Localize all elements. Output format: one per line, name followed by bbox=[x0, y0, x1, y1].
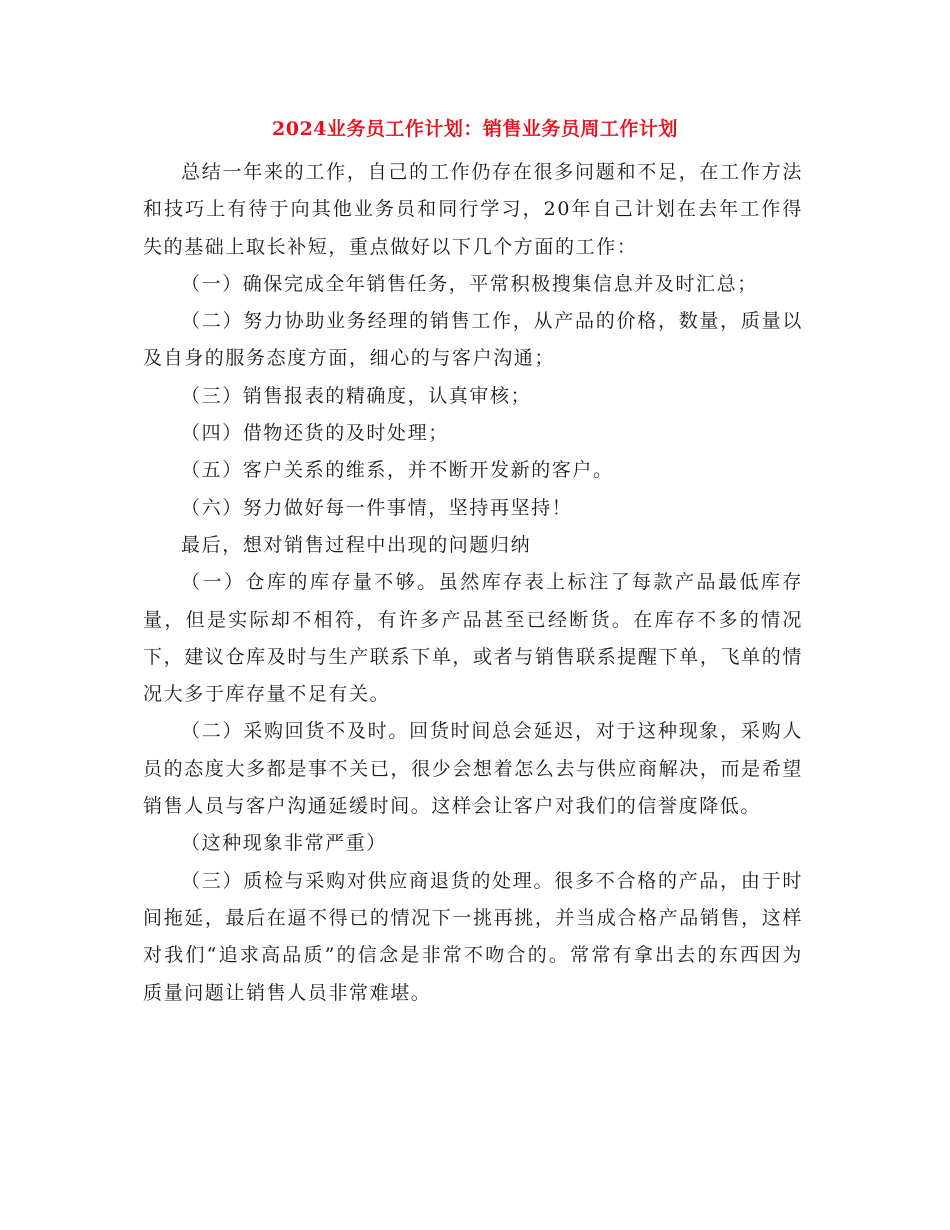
paragraph-problem-3: （三）质检与采购对供应商退货的处理。很多不合格的产品，由于时间拖延，最后在逼不得已的情况下一挑再挑，并当成合格产品销售，这样对我们“追求高品质”的信念是非常不吻合的。常常有拿出去的东西因为质量问题让销售人员非常难堪。 bbox=[143, 869, 803, 1004]
paragraph-item-6: （六）努力做好每一件事情，坚持再坚持！ bbox=[181, 496, 573, 519]
paragraph-summary: 总结一年来的工作，自己的工作仍存在很多问题和不足，在工作方法和技巧上有待于向其他业务员和同行学习，20年自己计划在去年工作得失的基础上取长补短，重点做好以下几个方面的工作： bbox=[143, 161, 803, 258]
paragraph-item-5: （五）客户关系的维系，并不断开发新的客户。 bbox=[181, 459, 614, 482]
paragraph-item-3: （三）销售报表的精确度，认真审核； bbox=[181, 384, 532, 407]
document-title: 2024业务员工作计划：销售业务员周工作计划 bbox=[272, 118, 678, 140]
paragraph-note: （这种现象非常严重） bbox=[181, 832, 388, 855]
paragraph-problem-1: （一）仓库的库存量不够。虽然库存表上标注了每款产品最低库存量，但是实际却不相符，有许多产品甚至已经断货。在库存不多的情况下，建议仓库及时与生产联系下单，或者与销售联系提醒下单，飞单的情况大多于库存量不足有关。 bbox=[143, 571, 803, 706]
paragraph-problem-2: （二）采购回货不及时。回货时间总会延迟，对于这种现象，采购人员的态度大多都是事不关已，很少会想着怎么去与供应商解决，而是希望销售人员与客户沟通延缓时间。这样会让客户对我们的信誉度降低。 bbox=[143, 720, 803, 818]
paragraph-item-1: （一）确保完成全年销售任务，平常积极搜集信息并及时汇总； bbox=[181, 272, 758, 295]
paragraph-item-4: （四）借物还货的及时处理； bbox=[181, 422, 449, 445]
paragraph-item-2: （二）努力协助业务经理的销售工作，从产品的价格，数量，质量以及自身的服务态度方面，细心的与客户沟通； bbox=[143, 310, 803, 370]
document-body bbox=[143, 154, 803, 1012]
paragraph-problems-intro: 最后，想对销售过程中出现的问题归纳 bbox=[181, 533, 532, 556]
